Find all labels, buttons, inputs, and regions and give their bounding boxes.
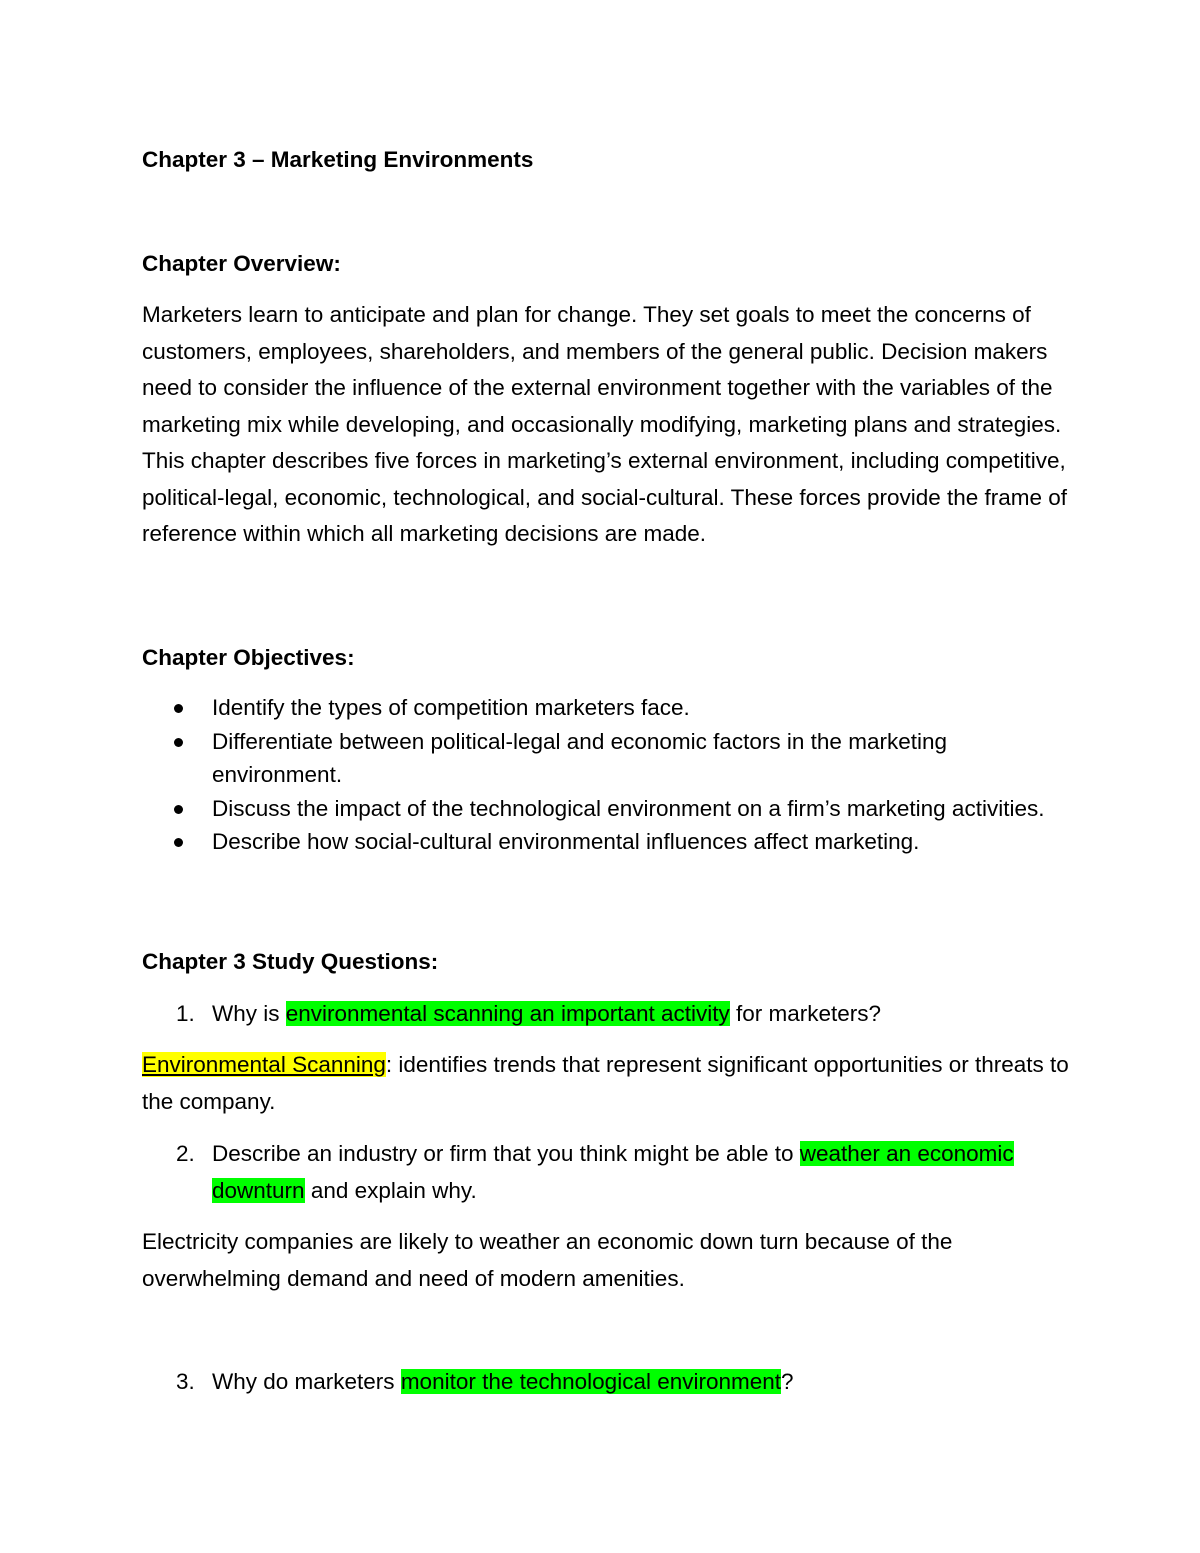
question-text — [142, 1364, 1072, 1401]
question-number: 3. — [176, 1369, 195, 1394]
overview-heading: Chapter Overview: — [142, 251, 341, 276]
answer-text: : identifies trends that represent significant opportunities or threats to the company. — [142, 1052, 1069, 1114]
bullet-icon — [174, 838, 183, 847]
bullet-icon — [174, 738, 183, 747]
bullet-icon — [174, 805, 183, 814]
objective-item — [142, 691, 1072, 725]
objective-item — [142, 725, 1072, 792]
question-text — [142, 996, 1072, 1033]
question-number: 1. — [176, 1001, 195, 1026]
question-text-before: Why is — [212, 1001, 286, 1026]
objective-text: Differentiate between political-legal and economic factors in the marketing environment. — [212, 728, 947, 787]
answer-1 — [142, 1047, 1072, 1120]
objective-text: Identify the types of competition marketers face. — [212, 695, 690, 720]
question-text-before: Why do marketers — [212, 1369, 401, 1394]
objective-text: Discuss the impact of the technological environment on a firm’s marketing activities. — [212, 795, 1045, 821]
objective-text: Describe how social-cultural environmental influences affect marketing. — [212, 829, 920, 854]
study-question-2 — [142, 1136, 1072, 1209]
study-questions-heading: Chapter 3 Study Questions: — [142, 949, 439, 974]
question-text-after: ? — [781, 1369, 794, 1394]
question-text-after: for marketers? — [729, 1001, 882, 1026]
question-highlight: weather an economic downturn — [212, 1141, 1014, 1203]
document-title: Chapter 3 – Marketing Environments — [142, 147, 534, 172]
question-highlight: environmental scanning an important activity — [285, 1001, 730, 1026]
objectives-heading: Chapter Objectives: — [142, 645, 355, 670]
question-text — [142, 1136, 1072, 1209]
study-question-3 — [142, 1364, 1072, 1401]
question-number: 2. — [176, 1141, 195, 1166]
bullet-icon — [174, 704, 183, 713]
objective-item — [142, 825, 1072, 859]
answer-term-highlight: Environmental Scanning — [142, 1052, 386, 1077]
objectives-list — [142, 691, 1072, 859]
question-text-after: and explain why. — [304, 1177, 477, 1203]
answer-2: Electricity companies are likely to weather an economic down turn because of the overwhelming demand and need of modern amenities. — [142, 1229, 953, 1291]
question-text-before: Describe an industry or firm that you think might be able to — [212, 1141, 800, 1166]
objective-item — [142, 792, 1072, 826]
study-question-1 — [142, 996, 1072, 1033]
overview-paragraph: Marketers learn to anticipate and plan for change. They set goals to meet the concerns of customers, employees, shareholders, and members of the general public. Decision makers need to consider the influence of the external environment together with the variables of the marketing mix while developing, and occasionally modifying, marketing plans and strategies. This chapter describes five forces in marketing’s external environment, including competitive, political-legal, economic, technological, and social-cultural. These forces provide the frame of reference within which all marketing decisions are made. — [142, 302, 1068, 546]
question-highlight: monitor the technological environment — [400, 1369, 782, 1394]
